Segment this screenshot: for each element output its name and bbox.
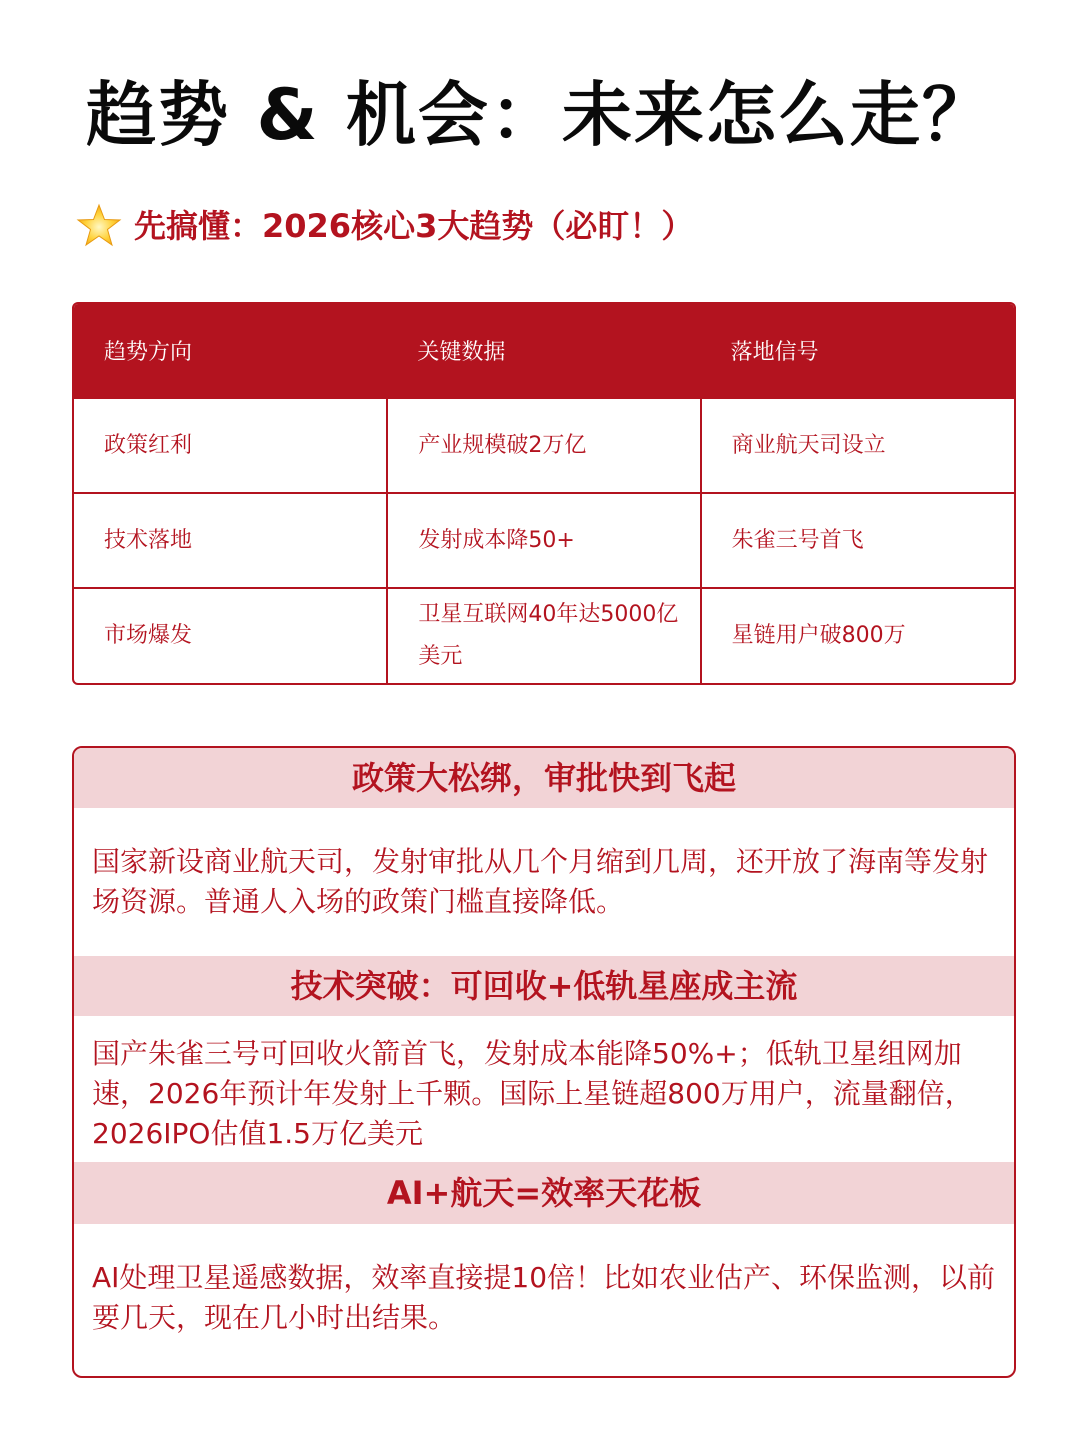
table-cell: 市场爆发 [74,588,387,683]
section-body-policy: 国家新设商业航天司，发射审批从几个月缩到几周，还开放了海南等发射场资源。普通人入场的政策门槛直接降低。 [92,845,989,918]
table-row [74,588,1014,683]
table-cell: 发射成本降50+ [387,493,700,588]
table-cell: 星链用户破800万 [701,588,1014,683]
section-heading-policy: 政策大松绑，审批快到飞起 [74,748,1014,808]
table-cell: 商业航天司设立 [701,398,1014,493]
table-cell: 产业规模破2万亿 [387,398,700,493]
table-cell: 政策红利 [74,398,387,493]
table-header-row [74,304,1014,398]
table-cell: 朱雀三号首飞 [701,493,1014,588]
star-icon [76,203,122,249]
section-body-ai: AI处理卫星遥感数据，效率直接提10倍！比如农业估产、环保监测，以前要几天，现在几小时出结果。 [92,1261,996,1334]
page-title: 趋势 & 机会：未来怎么走？ [86,74,994,156]
subheading [76,200,693,252]
section-heading-tech: 技术突破：可回收+低轨星座成主流 [74,956,1014,1016]
column-header: 趋势方向 [74,304,387,398]
column-header: 落地信号 [701,304,1014,398]
column-header: 关键数据 [387,304,700,398]
section-body-tech: 国产朱雀三号可回收火箭首飞，发射成本能降50%+；低轨卫星组网加速，2026年预计年发射上千颗。国际上星链超800万用户，流量翻倍，2026IPO估值1.5万亿美元 [92,1037,973,1150]
section-heading-ai: AI+航天=效率天花板 [74,1162,1014,1224]
trend-table [72,302,1016,685]
table-cell: 技术落地 [74,493,387,588]
subheading-text: 先搞懂：2026核心3大趋势（必盯！） [134,207,694,245]
table-cell: 卫星互联网40年达5000亿美元 [387,588,700,683]
table-row [74,398,1014,493]
table-row [74,493,1014,588]
details-card [72,746,1016,1378]
